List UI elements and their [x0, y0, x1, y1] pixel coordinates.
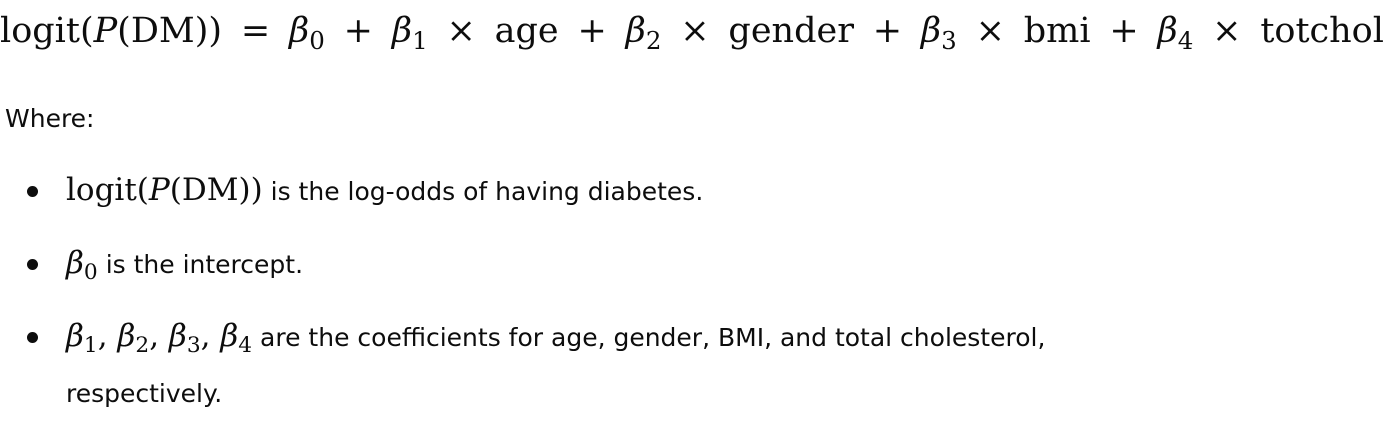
times-sign: × [975, 11, 1005, 51]
list-item-text: are the coefficients for age, gender, BMI, and total cholesterol, [260, 323, 1046, 352]
beta-1: β [391, 11, 413, 51]
beta-2: β [625, 11, 646, 51]
times-sign: × [446, 11, 476, 51]
beta-coefficients-expression: $\beta_1$, $\beta_2$, $\beta_3$, $\beta_4$ [66, 318, 253, 359]
list-item-text-continued: respectively. [66, 379, 223, 408]
list-item-text: is the log-odds of having diabetes. [270, 177, 704, 206]
totchol-variable: totchol [1260, 11, 1384, 51]
age-variable: age [494, 11, 559, 51]
beta-3: β [920, 11, 942, 51]
bmi-variable: bmi [1023, 11, 1091, 51]
beta-0: β [289, 11, 310, 51]
logistic-regression-equation: logit(P(DM)) = $\beta_0 + \beta_1$ × age + $\beta_2$ × gender + $\beta_3$ × bmi + $\beta_4$ × totchol [0, 11, 1384, 55]
plus-sign: + [1109, 11, 1139, 51]
logit-function: logit [0, 11, 80, 51]
list-item-text: is the intercept. [105, 250, 304, 279]
logit-expression: logit(P(DM)) [66, 172, 263, 208]
dm-variable: DM [130, 11, 195, 51]
times-sign: × [1212, 11, 1242, 51]
beta-0-expression: $\beta_0$ [66, 245, 98, 286]
bullet-icon [27, 259, 38, 270]
equals-sign: = [240, 11, 271, 51]
bullet-icon [27, 186, 38, 197]
plus-sign: + [872, 11, 903, 51]
beta-4: β [1157, 11, 1178, 51]
plus-sign: + [343, 11, 373, 51]
plus-sign: + [577, 11, 607, 51]
times-sign: × [680, 11, 710, 51]
bullet-icon [27, 332, 38, 343]
where-label: Where: [5, 104, 95, 133]
probability-symbol: P [93, 11, 118, 51]
gender-variable: gender [728, 11, 854, 51]
